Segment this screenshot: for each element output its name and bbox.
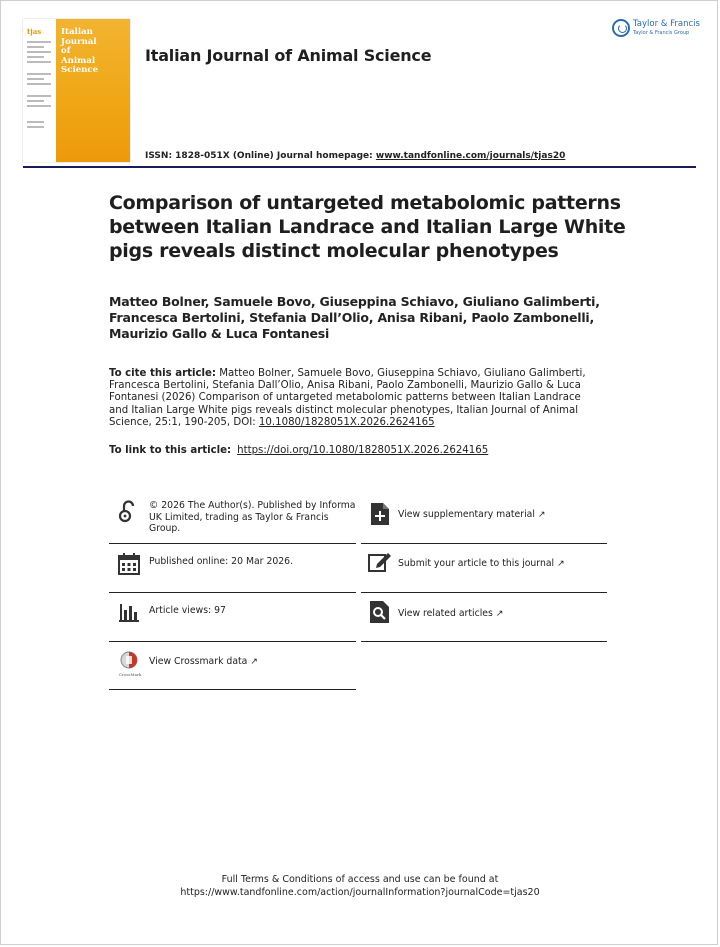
header-divider (23, 166, 696, 168)
external-link-icon: ↗ (250, 657, 258, 667)
related-cell[interactable] (368, 600, 608, 626)
publisher-logo[interactable] (612, 18, 702, 42)
open-access-icon (117, 500, 141, 524)
right-divider-3 (361, 641, 607, 642)
citation-text: Matteo Bolner, Samuele Bovo, Giuseppina Schiavo, Giuliano Galimberti, Francesca Bertolini, Stefania Dall’Olio, Anisa Ribani, Paolo Zambonelli, Maurizio Gallo & Luca Fontanesi (2026) Comparison of untargeted metabolomic patterns between Italian Landrace and Italian Large White pigs reveals distinct molecular phenotypes, Italian Journal of Animal Science, 25:1, 190-205, DOI: (109, 368, 586, 428)
submit-cell[interactable] (368, 550, 608, 576)
terms-url[interactable]: https://www.tandfonline.com/action/journalInformation?journalCode=tjas20 (180, 887, 540, 898)
citation-doi-link[interactable]: 10.1080/1828051X.2026.2624165 (258, 416, 435, 428)
publisher-logo-icon (612, 19, 630, 37)
article-doi-link[interactable]: https://doi.org/10.1080/1828051X.2026.2624165 (237, 445, 489, 456)
external-link-icon: ↗ (557, 559, 565, 569)
article-authors: Matteo Bolner, Samuele Bovo, Giuseppina Schiavo, Giuliano Galimberti, Francesca Bertolini, Stefania Dall’Olio, Anisa Ribani, Paolo Zambonelli, Maurizio Gallo & Luca Fontanesi (109, 294, 600, 341)
open-access-cell (117, 500, 357, 540)
citation-label: To cite this article: (109, 368, 216, 379)
submit-text: Submit your article to this journal (398, 558, 555, 569)
external-link-icon: ↗ (537, 510, 546, 520)
citation-block (109, 368, 599, 429)
edit-icon (368, 550, 392, 574)
crossmark-link[interactable] (149, 656, 359, 669)
crossmark-cell[interactable] (117, 650, 357, 678)
calendar-icon (117, 552, 141, 576)
cover-text-lines (27, 41, 51, 131)
article-views: Article views: 97 (149, 605, 226, 616)
supplementary-text: View supplementary material (398, 509, 535, 520)
open-access-text: © 2026 The Author(s). Published by Informa UK Limited, trading as Taylor & Francis Group. (149, 500, 356, 534)
issn-line (145, 151, 565, 161)
article-title: Comparison of untargeted metabolomic patterns between Italian Landrace and Italian Large White pigs reveals distinct molecular phenotypes (109, 192, 626, 262)
supplementary-cell[interactable] (368, 502, 608, 528)
left-divider-2 (109, 592, 356, 593)
external-link-icon: ↗ (495, 609, 504, 619)
publisher-subtitle: Taylor & Francis Group (633, 30, 690, 36)
right-divider-2 (361, 592, 607, 593)
views-cell (117, 600, 357, 624)
publisher-name: Taylor & Francis (633, 19, 700, 29)
crossmark-small-label: CrossMark (119, 672, 142, 677)
supplementary-icon (368, 502, 392, 526)
published-cell (117, 552, 357, 576)
published-date: Published online: 20 Mar 2026. (149, 556, 294, 567)
right-divider-1 (361, 543, 607, 544)
bar-chart-icon (117, 600, 141, 624)
cover-logo: tjas (27, 27, 42, 36)
journal-homepage-link[interactable]: www.tandfonline.com/journals/tjas20 (375, 151, 566, 161)
related-search-icon (368, 600, 392, 624)
crossmark-text: View Crossmark data (149, 656, 248, 667)
left-divider-3 (109, 641, 356, 642)
issn-text: ISSN: 1828-051X (Online) Journal homepage: (145, 151, 373, 161)
article-link-label: To link to this article: (109, 445, 232, 456)
cover-orange-panel (56, 19, 130, 162)
supplementary-link[interactable] (398, 509, 608, 522)
left-divider-1 (109, 543, 356, 544)
journal-cover[interactable] (23, 19, 130, 162)
related-text: View related articles (398, 608, 493, 619)
cover-title: Italian Journal of Animal Science (61, 27, 99, 76)
journal-name: Italian Journal of Animal Science (145, 46, 432, 65)
submit-link[interactable] (398, 558, 608, 571)
article-link-line (109, 445, 488, 456)
terms-footer (0, 873, 720, 899)
cover-left-panel (23, 19, 56, 162)
terms-line-1: Full Terms & Conditions of access and use can be found at (221, 874, 499, 885)
left-divider-4 (109, 689, 356, 690)
related-link[interactable] (398, 608, 608, 621)
